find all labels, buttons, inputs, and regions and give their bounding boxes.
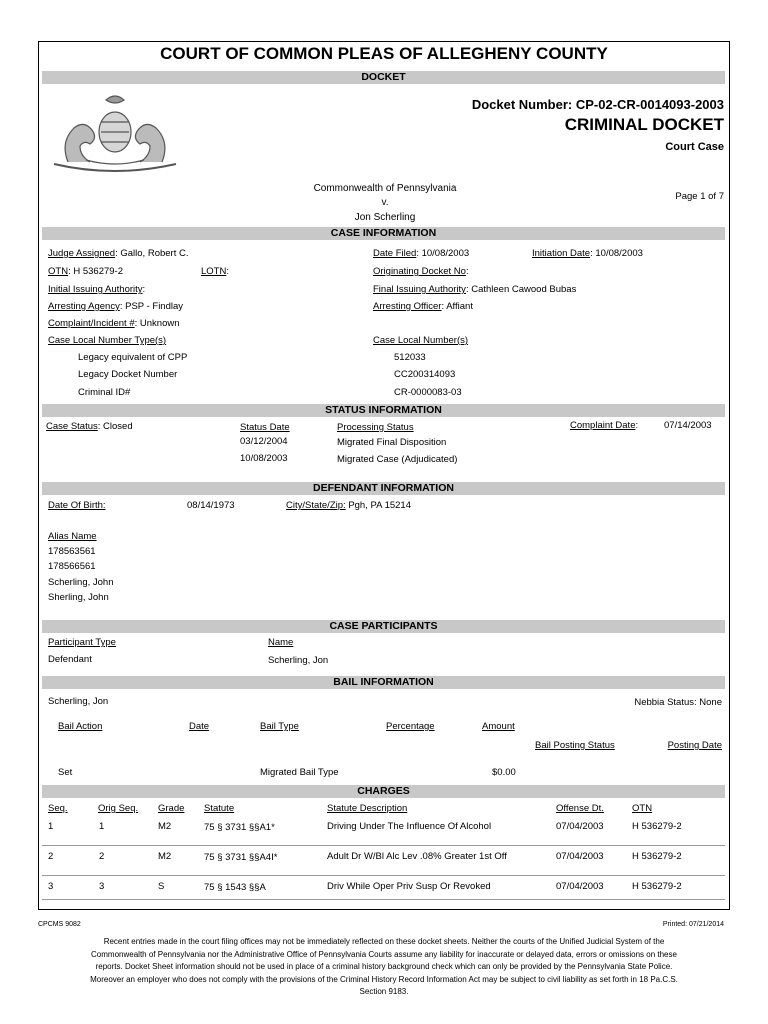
page-indicator: Page 1 of 7	[675, 191, 724, 202]
alias-header: Alias Name	[48, 531, 97, 542]
date-filed-row: Date Filed: 10/08/2003	[373, 248, 470, 259]
alias-item: Sherling, John	[48, 592, 109, 603]
judge-row: Judge Assigned: Gallo, Robert C.	[48, 248, 189, 259]
caption-line-3: Jon Scherling	[354, 212, 416, 223]
charge-otn: H 536279-2	[632, 851, 682, 862]
docket-type: CRIMINAL DOCKET	[564, 115, 724, 134]
bail-action: Set	[58, 767, 73, 778]
charge-seq: 1	[48, 821, 54, 832]
complaint-date-value: 07/14/2003	[664, 420, 712, 431]
charge-grade-header: Grade	[158, 803, 185, 814]
charge-grade: M2	[158, 851, 172, 862]
participant-type: Defendant	[48, 654, 92, 665]
case-info-bar: CASE INFORMATION	[42, 227, 725, 240]
dob-value: 08/14/1973	[187, 500, 235, 511]
caption-line-1: Commonwealth of Pennsylvania	[313, 183, 457, 194]
court-case-label: Court Case	[665, 141, 724, 153]
charge-statute: 75 § 1543 §§A	[204, 882, 266, 893]
row-divider	[42, 845, 725, 846]
charge-statute: 75 § 3731 §§A1*	[204, 822, 275, 833]
charge-statute: 75 § 3731 §§A4I*	[204, 852, 278, 863]
bail-type-header: Bail Type	[260, 721, 299, 732]
processing-status: Migrated Case (Adjudicated)	[337, 454, 458, 465]
charges-bar: CHARGES	[42, 785, 725, 798]
bail-posting-date-header: Posting Date	[667, 740, 722, 751]
processing-status-header: Processing Status	[337, 422, 414, 433]
nebbia-status: Nebbia Status: None	[634, 697, 722, 708]
charge-seq-header: Seq.	[48, 803, 68, 814]
charge-orig: 1	[99, 821, 105, 832]
bail-amount-header: Amount	[482, 721, 515, 732]
disclaimer: Recent entries made in the court filing offices may not be immediately reflected on these docket sheets. Neither the courts of the Unified Judicial System of the Commonwealth of Pennsylvania nor the Administrative Office of Pennsylvania Courts assume any liability for inaccurate or delayed data, errors or omissions on these reports. Docket Sheet information should not be used in place of a criminal history background check which can only be provided by the Pennsylvania State Police. Moreover an employer who does not comply with the provisions of the Criminal History Record Information Act may be subject to civil liability as set forth in 18 Pa.C.S. Section 9183.	[90, 937, 678, 996]
participant-name-header: Name	[268, 637, 294, 648]
dob-label: Date Of Birth:	[48, 500, 106, 511]
caption-line-2: v.	[381, 197, 389, 208]
otn-row: OTN: H 536279-2	[48, 266, 123, 277]
row-divider	[42, 875, 725, 876]
charge-desc: Driving Under The Influence Of Alcohol	[327, 821, 492, 832]
docket-bar: DOCKET	[42, 71, 725, 84]
form-number: CPCMS 9082	[38, 921, 81, 928]
charge-grade: S	[158, 881, 165, 892]
local-number-header: Case Local Number(s)	[373, 335, 469, 346]
local-number-item: CR-0000083-03	[394, 387, 462, 398]
charge-date: 07/04/2003	[556, 881, 604, 892]
initiation-row: Initiation Date: 10/08/2003	[532, 248, 643, 259]
bail-percentage-header: Percentage	[386, 721, 435, 732]
participants-bar: CASE PARTICIPANTS	[42, 620, 725, 633]
charge-date: 07/04/2003	[556, 851, 604, 862]
case-status-row: Case Status: Closed	[46, 421, 133, 432]
pennsylvania-seal-icon	[46, 92, 184, 174]
charge-otn: H 536279-2	[632, 821, 682, 832]
charge-desc: Adult Dr W/Bl Alc Lev .08% Greater 1st Off	[327, 851, 507, 862]
printed-date: Printed: 07/21/2014	[662, 921, 724, 928]
orig-docket-row: Originating Docket No:	[373, 266, 469, 277]
bail-posting-status-header: Bail Posting Status	[535, 740, 615, 751]
arresting-agency-row: Arresting Agency: PSP - Findlay	[48, 301, 184, 312]
participant-type-header: Participant Type	[48, 637, 116, 648]
complaint-date-label: Complaint Date:	[570, 420, 639, 431]
processing-status: Migrated Final Disposition	[337, 437, 447, 448]
charge-seq: 2	[48, 851, 54, 862]
alias-item: 178563561	[48, 546, 96, 557]
status-date: 10/08/2003	[240, 453, 288, 464]
bail-action-header: Bail Action	[58, 721, 103, 732]
charge-desc: Driv While Oper Priv Susp Or Revoked	[327, 881, 491, 892]
local-number-item: CC200314093	[394, 369, 456, 380]
city-row: City/State/Zip: Pgh, PA 15214	[286, 500, 411, 511]
arresting-officer-row: Arresting Officer: Affiant	[373, 301, 473, 312]
lotn-row: LOTN:	[201, 266, 229, 277]
charge-orig-header: Orig Seq.	[98, 803, 139, 814]
local-type-item: Legacy equivalent of CPP	[78, 352, 188, 363]
complaint-row: Complaint/Incident #: Unknown	[48, 318, 180, 329]
local-type-item: Criminal ID#	[78, 387, 131, 398]
charge-otn: H 536279-2	[632, 881, 682, 892]
status-info-bar: STATUS INFORMATION	[42, 404, 725, 417]
docket-number: Docket Number: CP-02-CR-0014093-2003	[471, 97, 724, 112]
bail-date-header: Date	[189, 721, 210, 732]
local-type-item: Legacy Docket Number	[78, 369, 178, 380]
charge-date-header: Offense Dt.	[556, 803, 604, 814]
charge-grade: M2	[158, 821, 172, 832]
charge-statute-header: Statute	[204, 803, 235, 814]
bail-info-bar: BAIL INFORMATION	[42, 676, 725, 689]
row-divider	[42, 899, 725, 900]
status-date: 03/12/2004	[240, 436, 288, 447]
court-title: COURT OF COMMON PLEAS OF ALLEGHENY COUNTY	[160, 44, 608, 63]
participant-name: Scherling, Jon	[268, 655, 329, 666]
initial-authority-row: Initial Issuing Authority:	[48, 284, 146, 295]
local-number-item: 512033	[394, 352, 426, 363]
bail-type: Migrated Bail Type	[260, 767, 339, 778]
bail-defendant: Scherling, Jon	[48, 696, 109, 707]
status-date-header: Status Date	[240, 422, 290, 433]
final-authority-row: Final Issuing Authority: Cathleen Cawood Bubas	[373, 284, 577, 295]
charge-orig: 2	[99, 851, 105, 862]
charge-desc-header: Statute Description	[327, 803, 408, 814]
alias-item: Scherling, John	[48, 577, 114, 588]
charge-seq: 3	[48, 881, 54, 892]
defendant-info-bar: DEFENDANT INFORMATION	[42, 482, 725, 495]
local-type-header: Case Local Number Type(s)	[48, 335, 167, 346]
charge-orig: 3	[99, 881, 105, 892]
alias-item: 178566561	[48, 561, 96, 572]
charge-date: 07/04/2003	[556, 821, 604, 832]
bail-amount: $0.00	[492, 767, 516, 778]
charge-otn-header: OTN	[632, 803, 653, 814]
